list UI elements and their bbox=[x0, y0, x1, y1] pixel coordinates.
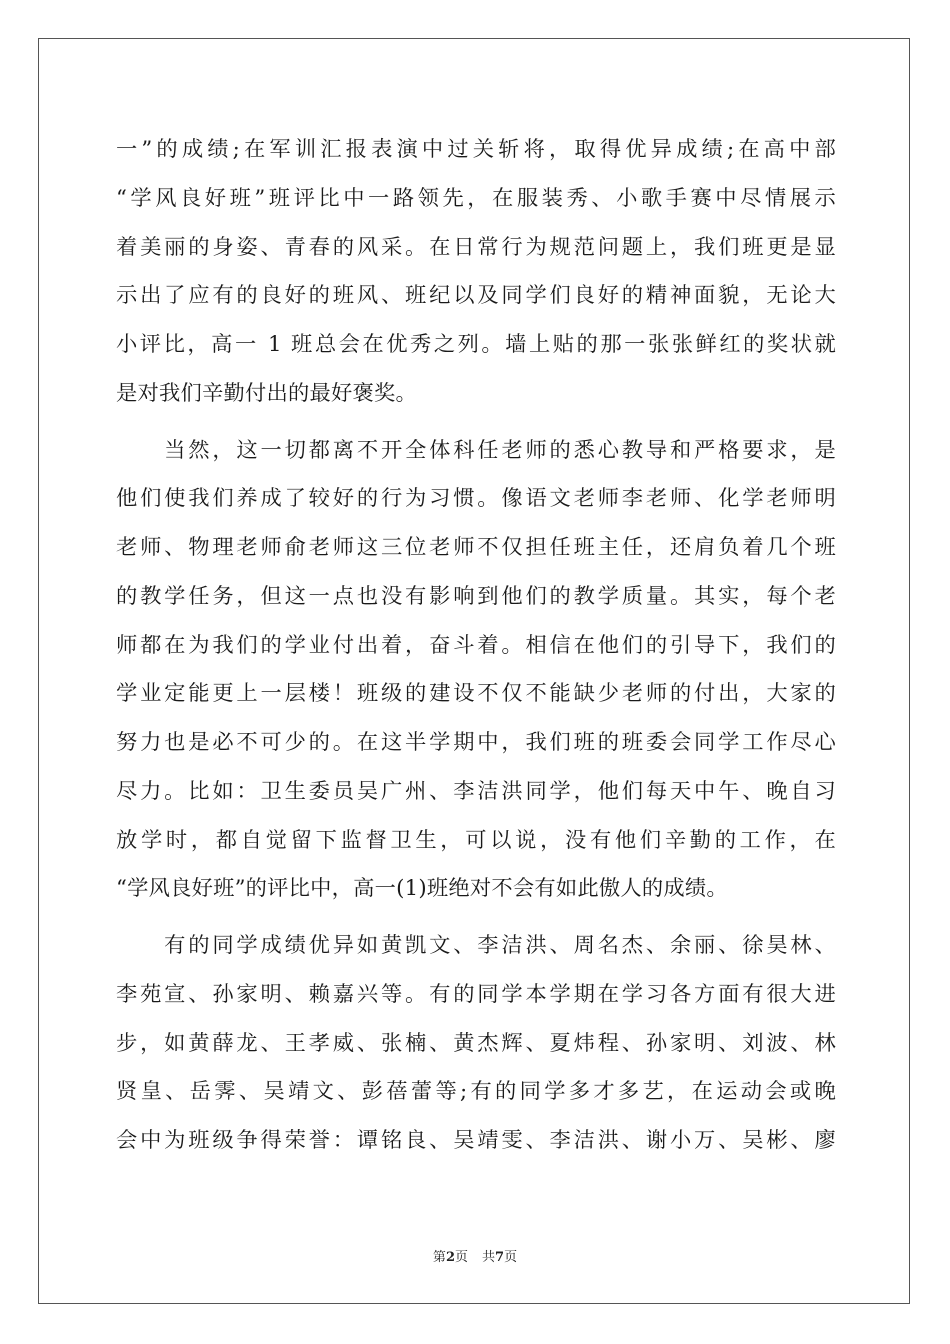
text-line: “学风良好班”班评比中一路领先，在服装秀、小歌手赛中尽情展示 bbox=[116, 185, 836, 211]
text-line: 尽力。比如：卫生委员吴广州、李洁洪同学，他们每天中午、晚自习 bbox=[116, 778, 836, 804]
paragraph-gap bbox=[116, 419, 836, 427]
text-line: 步，如黄薛龙、王孝威、张楠、黄杰辉、夏炜程、孙家明、刘波、林 bbox=[116, 1030, 836, 1056]
text-line: 努力也是必不可少的。在这半学期中，我们班的班委会同学工作尽心 bbox=[116, 730, 836, 755]
text-line: 着美丽的身姿、青春的风采。在日常行为规范问题上，我们班更是显 bbox=[116, 234, 836, 260]
text-line: 李苑宣、孙家明、赖嘉兴等。有的同学本学期在学习各方面有很大进 bbox=[116, 981, 836, 1007]
document-body bbox=[116, 126, 836, 1166]
text-line: 一”的成绩;在军训汇报表演中过关斩将，取得优异成绩;在高中部 bbox=[116, 137, 836, 162]
text-line: 师都在为我们的学业付出着，奋斗着。相信在他们的引导下，我们的 bbox=[116, 632, 836, 658]
text-line: 有的同学成绩优异如黄凯文、李洁洪、周名杰、余丽、徐昊林、 bbox=[116, 933, 836, 958]
text-line: 示出了应有的良好的班风、班纪以及同学们良好的精神面貌，无论大 bbox=[116, 283, 836, 309]
page-number: 2 bbox=[445, 1250, 455, 1265]
paragraph bbox=[116, 922, 836, 1166]
text-line: 当然，这一切都离不开全体科任老师的悉心教导和严格要求，是 bbox=[116, 437, 836, 463]
text-line: 学业定能更上一层楼！班级的建设不仅不能缺少老师的付出，大家的 bbox=[116, 681, 836, 707]
page-footer bbox=[0, 1246, 950, 1265]
text-line: 他们使我们养成了较好的行为习惯。像语文老师李老师、化学老师明 bbox=[116, 486, 836, 512]
page-suffix: 页 bbox=[454, 1250, 468, 1265]
paragraph bbox=[116, 126, 836, 419]
total-suffix: 页 bbox=[504, 1250, 518, 1265]
total-pages: 7 bbox=[495, 1250, 505, 1265]
text-line: 老师、物理老师俞老师这三位老师不仅担任班主任，还肩负着几个班 bbox=[116, 535, 836, 560]
page-prefix: 第 bbox=[432, 1250, 446, 1265]
text-line: 的教学任务，但这一点也没有影响到他们的教学质量。其实，每个老 bbox=[116, 583, 836, 609]
paragraph-gap bbox=[116, 914, 836, 922]
text-line: “学风良好班”的评比中，高一(1)班绝对不会有如此傲人的成绩。 bbox=[116, 876, 728, 902]
text-line: 是对我们辛勤付出的最好褒奖。 bbox=[116, 380, 417, 406]
paragraph bbox=[116, 427, 836, 915]
text-line: 小评比，高一 1 班总会在优秀之列。墙上贴的那一张张鲜红的奖状就 bbox=[116, 332, 836, 357]
text-line: 会中为班级争得荣誉：谭铭良、吴靖雯、李洁洪、谢小万、吴彬、廖 bbox=[116, 1128, 836, 1153]
text-line: 放学时，都自觉留下监督卫生，可以说，没有他们辛勤的工作，在 bbox=[116, 827, 836, 853]
total-prefix: 共 bbox=[482, 1250, 496, 1265]
text-line: 贤皇、岳霁、吴靖文、彭蓓蕾等;有的同学多才多艺，在运动会或晚 bbox=[116, 1079, 836, 1105]
